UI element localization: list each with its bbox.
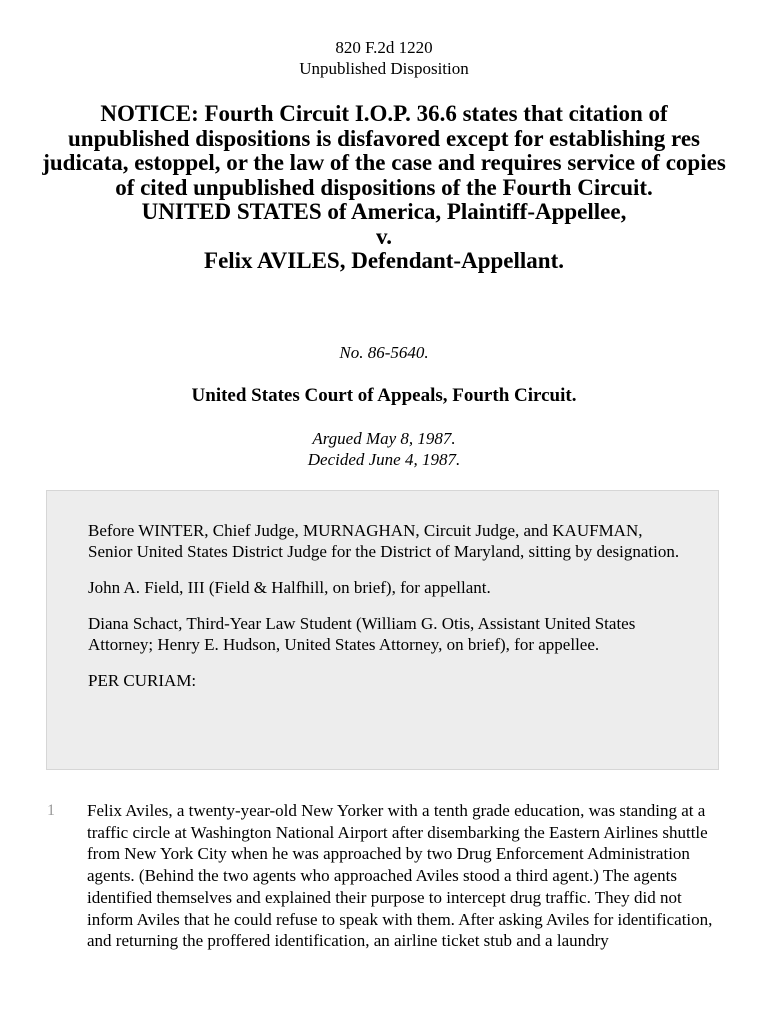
notice-text: NOTICE: Fourth Circuit I.O.P. 36.6 states that citation of unpublished dispositions is disfavored except for establishing res judicata, estoppel, or the law of the case and requires service of copies of cited unpublished dispositions of the Fourth Circuit.: [42, 101, 726, 200]
docket-number: No. 86-5640.: [339, 343, 429, 362]
reporter-header: [0, 37, 768, 79]
decided-date: Decided June 4, 1987.: [307, 450, 461, 469]
versus-label: v.: [376, 223, 392, 249]
disposition-label: Unpublished Disposition: [299, 59, 469, 78]
court-name: United States Court of Appeals, Fourth Circuit.: [191, 385, 577, 406]
appellee-counsel: Diana Schact, Third-Year Law Student (William G. Otis, Assistant United States Attorney; Henry E. Hudson, United States Attorney, on brief), for appellee.: [88, 614, 636, 654]
case-dates: [0, 428, 768, 470]
per-curiam-label: PER CURIAM:: [88, 671, 197, 690]
panel-content: [88, 520, 688, 706]
paragraph-text: Felix Aviles, a twenty-year-old New Yorker with a tenth grade education, was standing at a traffic circle at Washington National Airport after disembarking the Eastern Airlines shuttle from New York City when he was approached by two Drug Enforcement Administration agents. (Behind the two agents who approached Aviles stood a third agent.) The agents identified themselves and explained their purpose to intercept drug traffic. They did not inform Aviles that he could refuse to speak with them. After asking Aviles for identification, and returning the proffered identification, an airline ticket stub and a laundry: [87, 801, 713, 951]
paragraph-number: 1: [47, 802, 55, 819]
case-caption: [40, 102, 728, 274]
appellant-counsel: John A. Field, III (Field & Halfhill, on brief), for appellant.: [88, 578, 491, 597]
panel-box: [46, 490, 719, 770]
defendant-name: Felix AVILES, Defendant-Appellant.: [204, 248, 564, 273]
judges-line: Before WINTER, Chief Judge, MURNAGHAN, Circuit Judge, and KAUFMAN, Senior United States District Judge for the District of Maryland, sitting by designation.: [88, 521, 680, 561]
reporter-citation: 820 F.2d 1220: [335, 38, 433, 57]
plaintiff-name: UNITED STATES of America, Plaintiff-Appellee,: [141, 199, 627, 224]
argued-date: Argued May 8, 1987.: [312, 429, 456, 448]
